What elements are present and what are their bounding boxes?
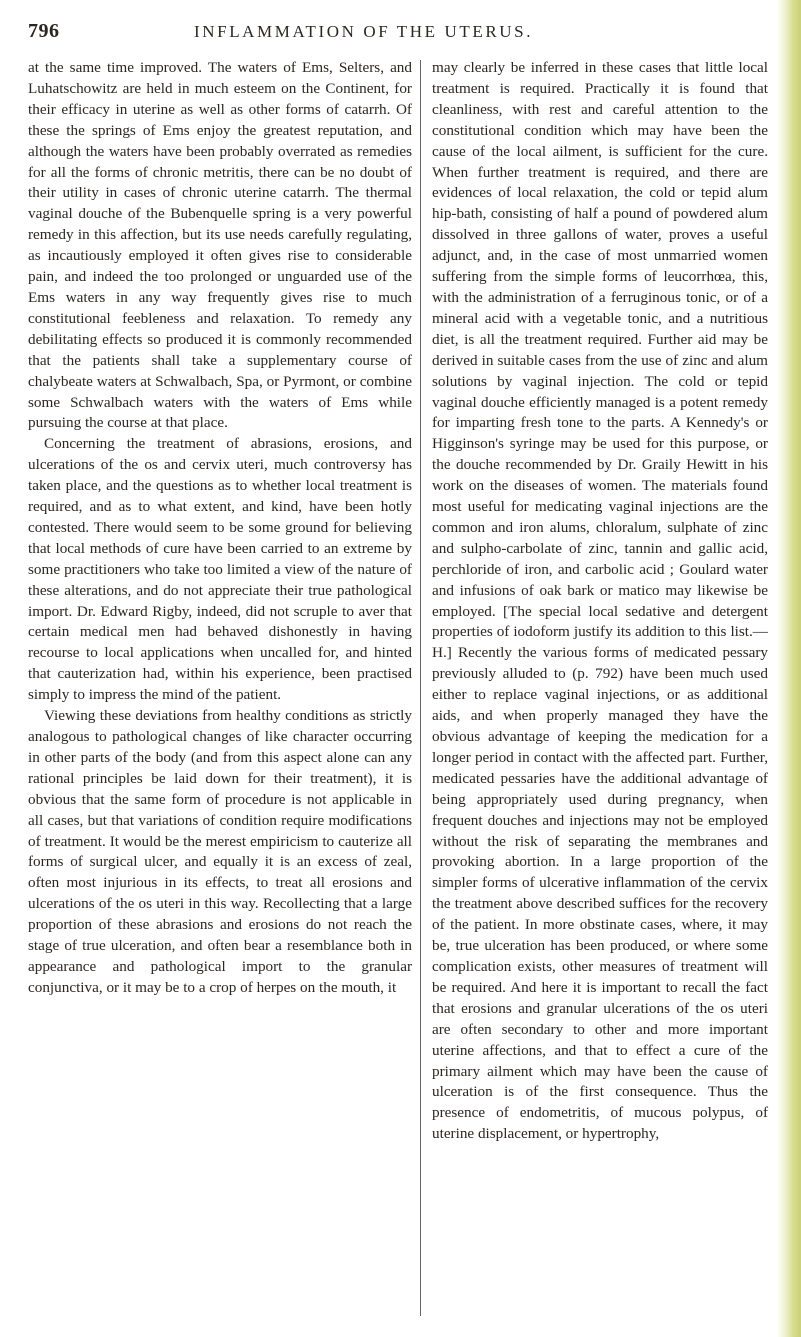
right-column: [432, 58, 768, 1145]
paragraph: at the same time improved. The waters of Ems, Selters, and Luhatschowitz are held in much esteem on the Continent, for their efficacy in uterine as well as other forms of catarrh. Of these the springs of Ems enjoy the greatest reputation, and although the waters have been probably overrated as remedies for all the forms of chronic metritis, there can be no doubt of their utility in cases of chronic uterine catarrh. The thermal vaginal douche of the Bubenquelle spring is a very powerful remedy in this affection, but its use needs carefully regulating, as incautiously employed it often gives rise to considerable pain, and indeed the too prolonged or unguarded use of the Ems waters in any way frequently gives rise to much constitutional feebleness and relaxation. To remedy any debilitating effects so produced it is commonly recommended that the patients shall take a supplementary course of chalybeate waters at Schwalbach, Spa, or Pyrmont, or combine some Schwalbach waters with the waters of Ems while pursuing the course at that place.: [28, 59, 412, 432]
page-number: 796: [28, 20, 60, 42]
page-header: [28, 20, 772, 44]
left-column: [28, 58, 412, 999]
page-edge-shadow: [777, 0, 801, 1337]
column-divider: [420, 60, 421, 1316]
paragraph: Concerning the treatment of abrasions, erosions, and ulcerations of the os and cervix uteri, much controversy has taken place, and the questions as to whether local treatment is required, and as to what extent, and kind, have been hotly contested. There would seem to be some ground for believing that local methods of cure have been carried to an extreme by some practitioners who take too limited a view of the nature of these alterations, and do not appreciate their true pathological import. Dr. Edward Rigby, indeed, did not scruple to aver that certain medical men had behaved dishonestly in having recourse to local applications when uncalled for, and hinted that cauterization had, within his experience, been practised simply to impress the mind of the patient.: [28, 435, 412, 704]
paragraph: Viewing these deviations from healthy conditions as strictly analogous to pathological changes of like character occurring in other parts of the body (and from this aspect alone can any rational principles be laid down for their treatment), it is obvious that the same form of procedure is not applicable in all cases, but that variations of condition require modifications of treatment. It would be the merest empiricism to cauterize all forms of surgical ulcer, and equally it is an excess of zeal, often most injurious in its effects, to treat all erosions and ulcerations of the os uteri in this way. Recollecting that a large proportion of these abrasions and erosions do not reach the stage of true ulceration, and often bear a resemblance both in appearance and pathological import to the granular conjunctiva, or it may be to a crop of herpes on the mouth, it: [28, 707, 412, 996]
running-title: INFLAMMATION OF THE UTERUS.: [194, 22, 534, 41]
paragraph: may clearly be inferred in these cases that little local treatment is required. Practically it is found that cleanliness, with rest and careful attention to the constitutional condition which may have been the cause of the local ailment, is sufficient for the cure. When further treatment is required, and there are evidences of local relaxation, the cold or tepid alum hip-bath, consisting of half a pound of powdered alum dissolved in three gallons of water, proves a useful adjunct, and, in the case of most unmarried women suffering from the simple forms of leucorrhœa, this, with the administration of a ferruginous tonic, or of a mineral acid with a vegetable tonic, and a nutritious diet, is all the treatment required. Further aid may be derived in suitable cases from the use of zinc and alum solutions by vaginal injection. The cold or tepid vaginal douche efficiently managed is a potent remedy for imparting fresh tone to the parts. A Kennedy's or Higginson's syringe may be used for this purpose, or the douche recommended by Dr. Graily Hewitt in his work on the diseases of women. The materials found most useful for medicating vaginal injections are the common and iron alums, chloralum, sulphate of zinc and sulpho-carbolate of zinc, tannin and gallic acid, perchloride of iron, and carbolic acid ; Goulard water and infusions of oak bark or matico may likewise be employed. [The special local sedative and detergent properties of iodoform justify its addition to this list.—H.] Recently the various forms of medicated pessary previously alluded to (p. 792) have been much used either to replace vaginal injections, or as additional aids, and when properly managed they have the obvious advantage of keeping the medication for a longer period in contact with the affected part. Further, medicated pessaries have the additional advantage of being appropriately used during pregnancy, when frequent douches and injections may not be employed without the risk of separating the membranes and provoking abortion. In a large proportion of the simpler forms of ulcerative inflammation of the cervix the treatment above described suffices for the recovery of the patient. In more obstinate cases, where, it may be, true ulceration has been produced, or where some complication exists, other measures of treatment will be required. And here it is important to recall the fact that erosions and granular ulcerations of the os uteri are often secondary to other and more important uterine affections, and that to effect a cure of the primary ailment which may have been the cause of ulceration is of the first consequence. Thus the presence of endometritis, of mucous polypus, of uterine displacement, or hypertrophy,: [432, 59, 768, 1143]
